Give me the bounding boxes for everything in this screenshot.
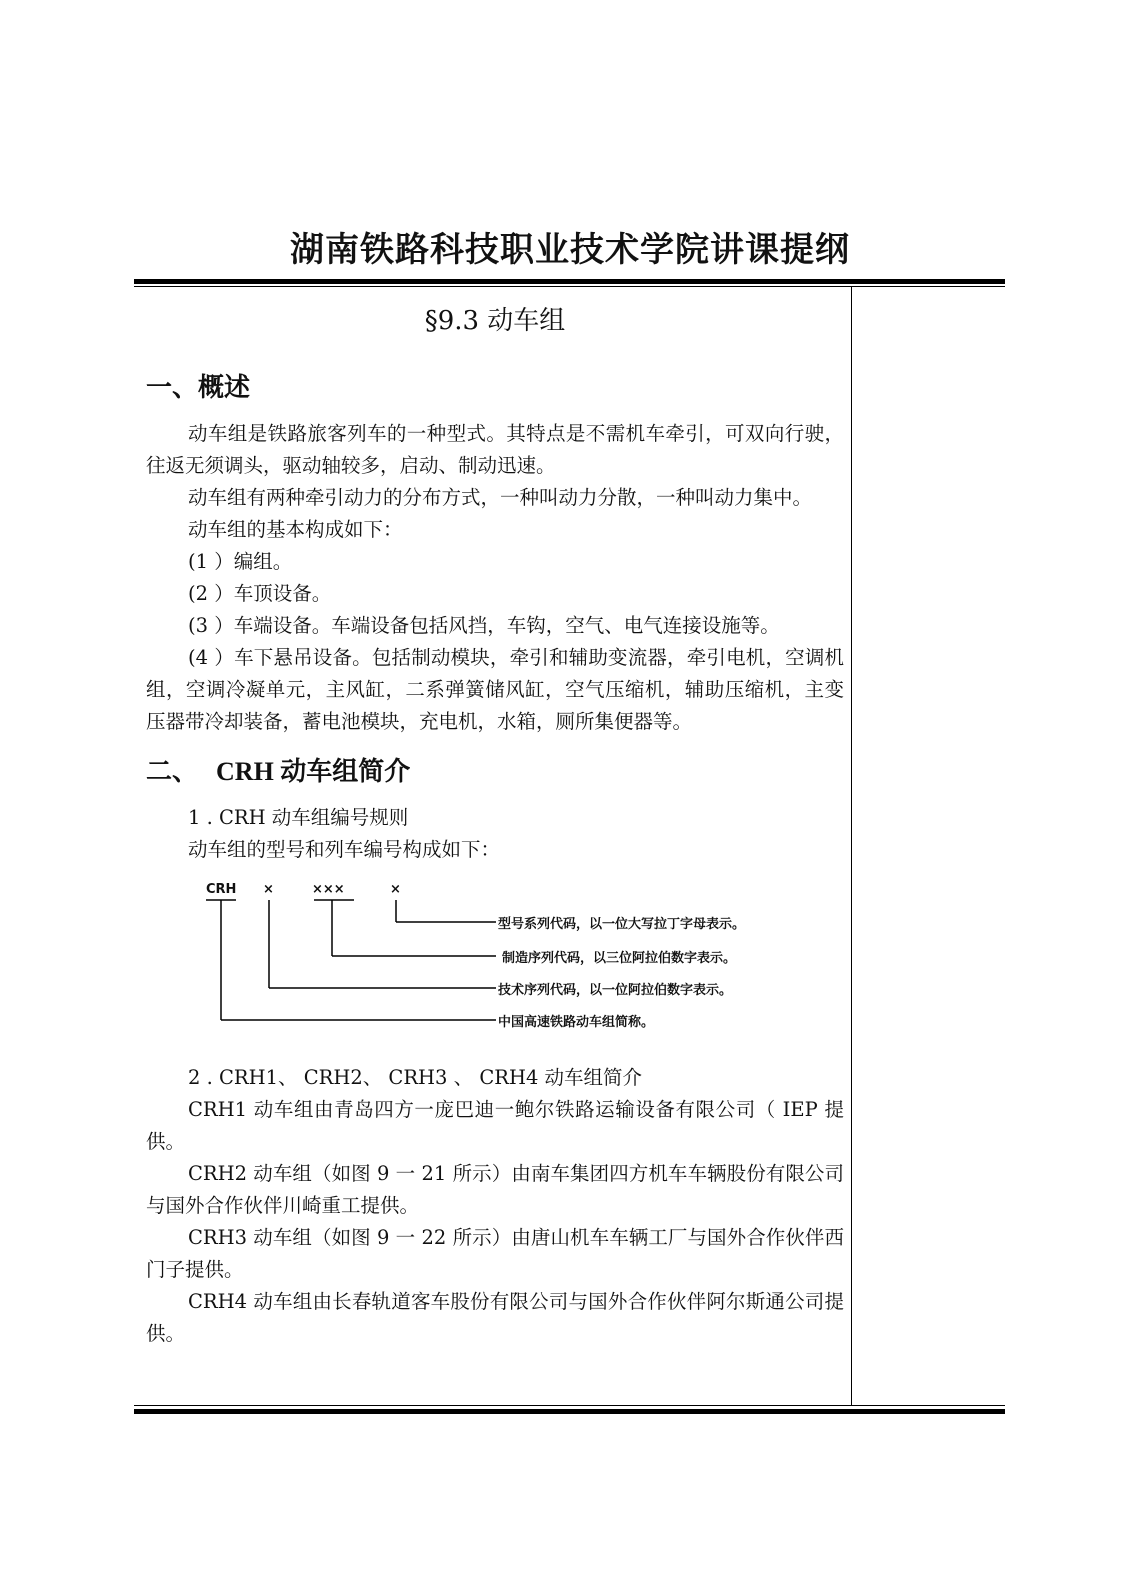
page-header-title: 湖南铁路科技职业技术学院讲课提纲 [290, 230, 850, 270]
paragraph: CRH1 动车组由青岛四方一庞巴迪一鲍尔铁路运输设备有限公司（ IEP 提供。 [146, 1098, 844, 1153]
section-title: §9.3 动车组 [424, 306, 566, 336]
lecture-content [146, 300, 844, 1350]
heading-crh-intro [146, 750, 844, 794]
heading-overview: 一、概述 [146, 373, 251, 403]
list-item: (2 ）车顶设备。 [188, 582, 332, 605]
code-xxx-manufacture: ××× [312, 882, 345, 897]
paragraph: CRH3 动车组（如图 9 一 22 所示）由唐山机车车辆工厂与国外合作伙伴西门子提供。 [146, 1226, 844, 1281]
subheading-numbering-rule: 1 . CRH 动车组编号规则 [188, 806, 409, 829]
heading-prefix: 二、 [146, 757, 199, 787]
list-item: (3 ）车端设备。车端设备包括风挡，车钩，空气、电气连接设施等。 [188, 614, 780, 637]
label-crh-abbreviation: 中国高速铁路动车组简称。 [498, 1015, 655, 1030]
subheading-crh-models: 2 . CRH1、 CRH2、 CRH3 、 CRH4 动车组简介 [188, 1066, 643, 1089]
paragraph: 动车组有两种牵引动力的分布方式，一种叫动力分散，一种叫动力集中。 [188, 486, 813, 509]
paragraph: CRH2 动车组（如图 9 一 21 所示）由南车集团四方机车车辆股份有限公司与国外合作伙伴川崎重工提供。 [146, 1162, 844, 1217]
paragraph: CRH4 动车组由长春轨道客车股份有限公司与国外合作伙伴阿尔斯通公司提供。 [146, 1290, 844, 1345]
bottom-rule-thick [134, 1409, 1005, 1414]
diagram-lines [146, 872, 844, 1052]
numbering-diagram [146, 872, 844, 1052]
top-rule-thick [134, 279, 1005, 284]
code-crh: CRH [206, 882, 237, 897]
label-manufacture-series: 制造序列代码，以三位阿拉伯数字表示。 [502, 951, 737, 966]
bottom-rule-thin [134, 1405, 1005, 1406]
code-x-technical: × [263, 882, 274, 897]
label-technical-series: 技术序列代码，以一位阿拉伯数字表示。 [498, 983, 733, 998]
paragraph: 动车组的型号和列车编号构成如下： [188, 838, 501, 861]
paragraph: 动车组的基本构成如下： [188, 518, 403, 541]
top-rule-thin [134, 286, 1005, 287]
list-item: (4 ）车下悬吊设备。包括制动模块，牵引和辅助变流器，牵引电机，空调机组，空调冷凝单元，主风缸，二系弹簧储风缸，空气压缩机，辅助压缩机，主变压器带冷却装备，蓄电池模块，充电机，水箱，厕所集便器等。 [146, 646, 844, 733]
code-x-model: × [390, 882, 401, 897]
paragraph: 动车组是铁路旅客列车的一种型式。其特点是不需机车牵引，可双向行驶，往返无须调头，驱动轴较多，启动、制动迅速。 [146, 422, 844, 477]
margin-column-line [851, 287, 852, 1405]
label-model-series: 型号系列代码，以一位大写拉丁字母表示。 [498, 917, 746, 932]
list-item: (1 ）编组。 [188, 550, 293, 573]
heading-crh-text: CRH 动车组简介 [216, 757, 411, 786]
